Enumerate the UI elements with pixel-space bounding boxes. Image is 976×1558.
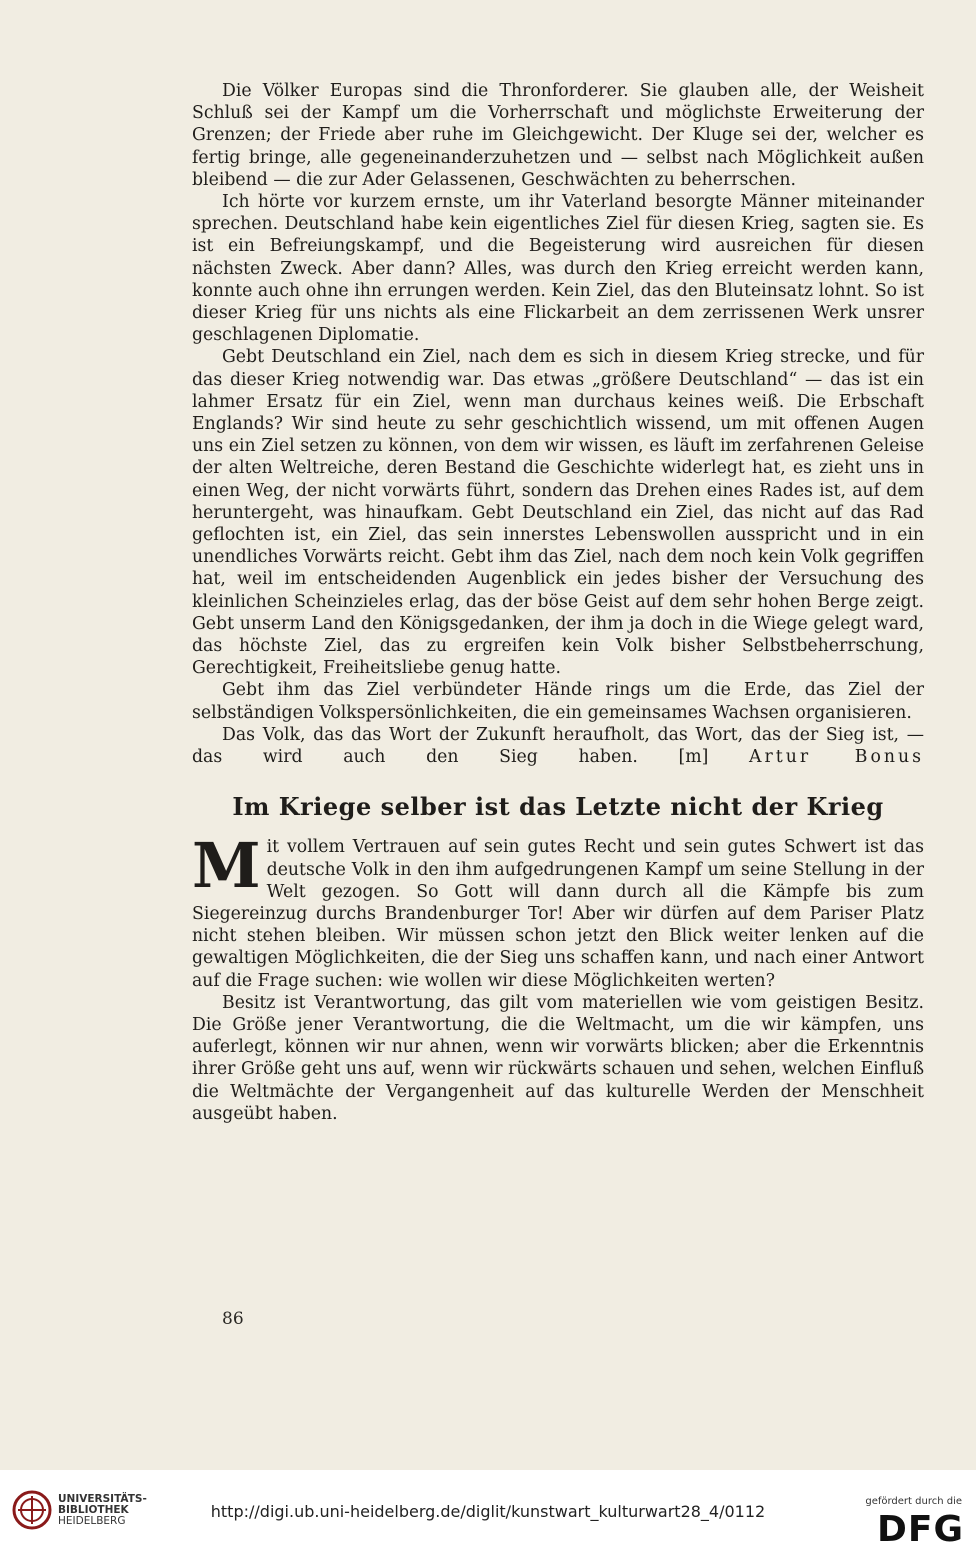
institution-line: BIBLIOTHEK xyxy=(58,1504,129,1516)
paragraph: Die Völker Europas sind die Thronforderer. Sie glauben alle, der Weisheit Schluß sei der Kampf um die Vorherrschaft und möglichste Erweiterung der Grenzen; der Friede aber ruhe im Gleichgewicht. Der Kluge sei der, welcher es fertig bringe, alle gegeneinanderzuhetzen und — selbst nach Möglichkeit außen bleibend — die zur Ader Gelassenen, Geschwächten zu beherrschen. xyxy=(192,81,924,190)
text-block xyxy=(192,80,924,1125)
paragraph: Gebt ihm das Ziel verbündeter Hände rings um die Erde, das Ziel der selbständigen Volkspersönlichkeiten, die ein gemeinsames Wachsen organisieren. xyxy=(192,680,924,723)
institution-line: HEIDELBERG xyxy=(58,1515,126,1527)
paragraph xyxy=(192,829,924,991)
institution-line: UNIVERSITÄTS- xyxy=(58,1493,147,1505)
footer-bar xyxy=(0,1470,976,1558)
source-url-link[interactable]: http://digi.ub.uni-heidelberg.de/diglit/kunstwart_kulturwart28_4/0112 xyxy=(210,1502,766,1521)
drop-cap: M xyxy=(192,829,261,903)
page-number: 86 xyxy=(222,1309,244,1329)
dfg-logo: DFG xyxy=(876,1509,964,1550)
paragraph: Besitz ist Verantwortung, das gilt vom materiellen wie vom geistigen Besitz. Die Größe jener Verantwortung, die die Weltmacht, um die wir kämpfen, uns auferlegt, können wir nur ahnen, wenn wir vorwärts blicken; aber die Erkenntnis ihrer Größe geht uns auf, wenn wir rückwärts schauen und sehen, welchen Einfluß die Weltmächte der Vergangenheit auf das kulturelle Werden der Menschheit ausgeübt haben. xyxy=(192,992,924,1124)
paragraph-text: it vollem Vertrauen auf sein gutes Recht und sein gutes Schwert ist das deutsche Volk in den ihm aufgedrungenen Kampf um seine Stellung in der Welt gezogen. So Gott will dann durch all die Kämpfe bis zum Siegereinzug durchs Brandenburger Tor! Aber wir dürfen auf dem Pariser Platz nicht stehen bleiben. Wir müssen schon jetzt den Blick weiter lenken auf die gewaltigen Möglichkeiten, die der Sieg uns schaffen kann, und nach einer Antwort auf die Frage suchen: wie wollen wir diese Möglichkeiten werten? xyxy=(192,837,924,991)
funded-by-label: gefördert durch die xyxy=(865,1496,962,1507)
paragraph: Gebt Deutschland ein Ziel, nach dem es sich in diesem Krieg strecke, und für das dieser Krieg notwendig war. Das etwas „größere Deutschland“ — das ist ein lahmer Ersatz für ein Ziel, wenn man durchaus keines weiß. Die Erbschaft Englands? Wir sind heute zu sehr geschichtlich wissend, um mit offenen Augen uns ein Ziel setzen zu können, von dem wir wissen, es läuft im zerfahrenen Geleise der alten Weltreiche, deren Bestand die Geschichte widerlegt hat, es zieht uns in einen Weg, der nicht vorwärts führt, sondern das Drehen eines Rades ist, auf dem heruntergeht, was hinaufkam. Gebt Deutschland ein Ziel, das nicht auf das Rad geflochten ist, ein Ziel, das sein innerstes Lebenswollen ausspricht und in ein unendliches Vorwärts reicht. Gebt ihm das Ziel, nach dem noch kein Volk gegriffen hat, weil im entscheidenden Augenblick ein jedes bisher der Versuchung des kleinlichen Scheinzieles erlag, das der böse Geist auf dem sehr hohen Berge zeigt. Gebt unserm Land den Königsgedanken, der ihm ja doch in die Wiege gelegt ward, das höchste Ziel, das zu ergreifen kein Volk bisher Selbstbeherrschung, Gerechtigkeit, Freiheitsliebe genug hatte. xyxy=(192,347,924,679)
section-heading: Im Kriege selber ist das Letzte nicht der Krieg xyxy=(232,792,884,822)
author-signature: Artur Bonus xyxy=(749,747,924,768)
closing-text: Das Volk, das das Wort der Zukunft heraufholt, das Wort, das der Sieg ist, — das wird auch den Sieg haben. [m] xyxy=(192,724,924,768)
closing-paragraph xyxy=(192,724,924,768)
paragraph: Ich hörte vor kurzem ernste, um ihr Vaterland besorgte Männer miteinander sprechen. Deutschland habe kein eigentliches Ziel für diesen Krieg, sagten sie. Es ist ein Befreiungskampf, und die Begeisterung wird ausreichen für diesen nächsten Zweck. Aber dann? Alles, was durch den Krieg erreicht werden kann, konnte auch ohne ihn errungen werden. Kein Ziel, das den Bluteinsatz lohnt. So ist dieser Krieg für uns nichts als eine Flickarbeit an dem zerrissenen Werk unsrer geschlagenen Diplomatie. xyxy=(192,192,924,346)
